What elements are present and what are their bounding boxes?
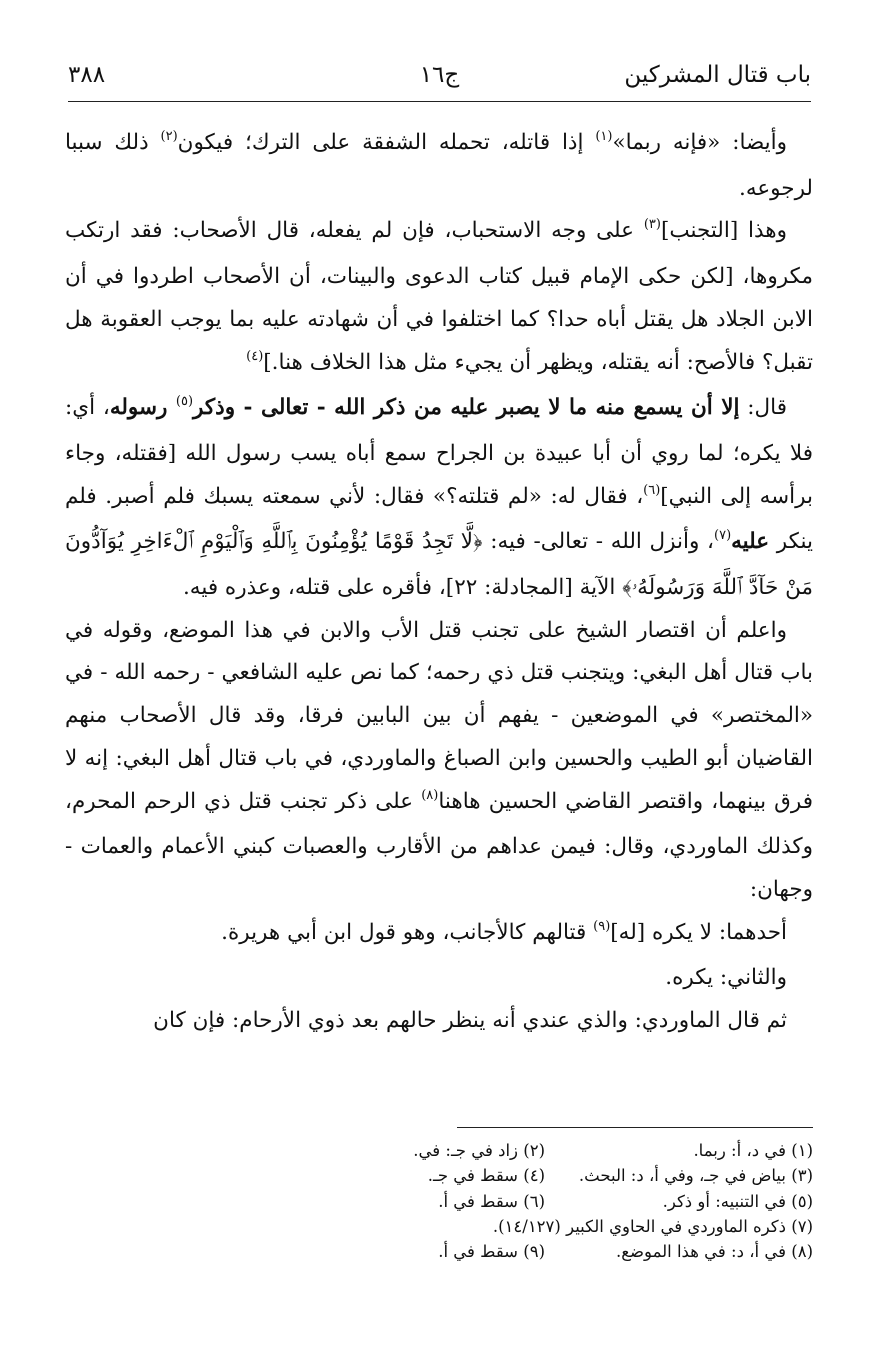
- footnote-ref[interactable]: (٣): [643, 217, 661, 233]
- quran-quote: ، وأنزل الله - تعالى- فيه: ﴿لَّا تَجِدُ قَوْمًا يُؤْمِنُونَ بِٱللَّهِ وَٱلْيَوْمِ ٱلْءَاخِرِ يُوَآدُّونَ مَنْ حَآدَّ ٱللَّهَ وَرَسُولَهُۥ﴾ الآية [المجادلة: ٢٢]، فأقره على قتله، وعذره فيه.: [65, 529, 813, 601]
- main-text: [65, 122, 813, 1043]
- text-run: قتالهم كالأجانب، وهو قول ابن أبي هريرة.: [221, 919, 594, 945]
- text-run: وأيضا: «فإنه ربما»: [612, 130, 787, 155]
- footnote-ref[interactable]: (٤): [246, 348, 264, 364]
- paragraph-1: [65, 122, 813, 210]
- text-run: أحدهما: لا يكره [له]: [610, 919, 787, 945]
- footnote-ref[interactable]: (٦): [643, 482, 661, 498]
- matn-text: إلا أن يسمع منه ما لا يصبر عليه من ذكر الله - تعالى - وذكر: [193, 395, 740, 421]
- footnote-row: [293, 1163, 813, 1188]
- footnote: (٨) في أ، د: في هذا الموضع.: [616, 1242, 813, 1262]
- footnote-ref[interactable]: (٢): [160, 129, 178, 144]
- footnote-ref[interactable]: (٩): [593, 918, 611, 934]
- text-run: ، أي: فلا يكره؛ لما روي أن أبا عبيدة بن الجراح سمع أباه يسب رسول الله [فقتله، وجاء برأسه إلى النبي]: [65, 395, 813, 509]
- footnote-ref[interactable]: (٥): [175, 394, 194, 410]
- footnote-ref[interactable]: (٧): [714, 528, 732, 544]
- chapter-title: باب قتال المشركين: [624, 62, 811, 88]
- paragraph-3: [65, 387, 813, 610]
- footnote: (٢) زاد في جـ: في.: [413, 1141, 545, 1160]
- footnotes: [293, 1138, 813, 1264]
- footnote-ref[interactable]: (٨): [421, 787, 439, 803]
- footnote: (٩) سقط في أ.: [438, 1242, 545, 1262]
- footnote: (٧) ذكره الماوردي في الحاوي الكبير (١٤/١٢٧).: [492, 1216, 813, 1236]
- footnote-row: [293, 1239, 813, 1264]
- paragraph-7: ثم قال الماوردي: والذي عندي أنه ينظر حالهم بعد ذوي الأرحام: فإن كان: [153, 1008, 787, 1034]
- paragraph-6: والثاني: يكره.: [665, 965, 787, 991]
- text-run: واعلم أن اقتصار الشيخ على تجنب قتل الأب والابن في هذا الموضع، وقوله في باب قتال أهل البغي: ويتجنب قتل ذي رحمه؛ كما نص عليه الشافعي - رحمه الله - في «المختصر» في الموضعين - يفهم أن بين البابين فرقا، وقد قال الأصحاب منهم القاضيان أبو الطيب والحسين وابن الصباغ والماوردي، في باب قتال أهل البغي: إنه لا فرق بينهما، واقتصر القاضي الحسين هاهنا: [65, 617, 813, 814]
- footnote-row: [293, 1138, 813, 1163]
- text-run: ، فقال له: «لم قتلته؟» فقال: لأني سمعته يسبك فلم أصبر. فلم ينكر: [65, 483, 813, 555]
- footnote-rule: [457, 1127, 813, 1128]
- text-run: على ذكر تجنب قتل ذي الرحم المحرم، وكذلك الماوردي، وقال: فيمن عداهم من الأقارب والعصبات كبني الأعمام والعمات - وجهان:: [65, 788, 813, 902]
- footnote-row: [293, 1189, 813, 1214]
- matn-text: رسوله: [109, 395, 176, 421]
- text-run: إذا قاتله، تحمله الشفقة على الترك؛ فيكون: [177, 130, 596, 155]
- volume-number: ج١٦: [419, 62, 460, 88]
- bold-word: عليه: [731, 529, 770, 555]
- footnote: (٣) بياض في جـ، وفي أ، د: البحث.: [578, 1166, 813, 1186]
- page-number: ٣٨٨: [68, 62, 106, 88]
- paragraph-5: [65, 912, 813, 958]
- text-run: على وجه الاستحباب، فإن لم يفعله، قال الأصحاب: فقد ارتكب مكروها، [لكن حكى الإمام قبيل كتاب الدعوى والبينات، أن الأصحاب اطردوا في أن الابن الجلاد هل يقتل أباه حدا؟ كما اختلفوا في أن شهادته عليه بما يوجب العقوبة هل تقبل؟ فالأصح: أنه يقتله، ويظهر أن يجيء مثل هذا الخلاف هنا.]: [65, 218, 813, 375]
- text-run: قال:: [739, 395, 787, 421]
- footnote: (٤) سقط في جـ.: [427, 1166, 545, 1186]
- footnote-ref[interactable]: (١): [595, 129, 613, 144]
- footnote: (٦) سقط في أ.: [438, 1191, 545, 1211]
- header-rule: [68, 101, 811, 102]
- footnote: (١) في د، أ: ربما.: [693, 1141, 813, 1160]
- paragraph-2: [65, 210, 813, 387]
- footnote-row: [293, 1214, 813, 1239]
- footnote: (٥) في التنبيه: أو ذكر.: [662, 1191, 813, 1211]
- paragraph-4: [65, 610, 813, 912]
- running-header: [68, 58, 811, 102]
- text-run: وهذا [التجنب]: [660, 218, 787, 244]
- text-run: ذلك سببا لرجوعه.: [65, 130, 813, 201]
